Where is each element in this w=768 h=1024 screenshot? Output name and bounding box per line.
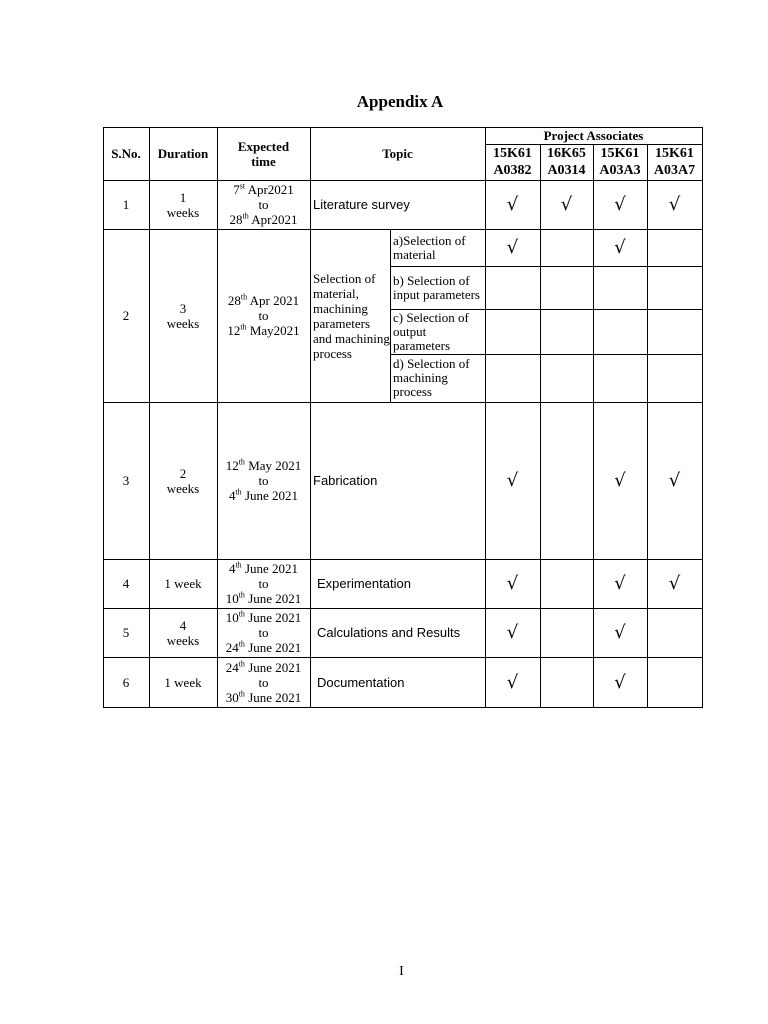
topic-label: Literature survey: [313, 197, 410, 212]
subtopic-2-associate-4: [647, 266, 702, 309]
row-4-sno: [103, 559, 149, 608]
associate-id: 15K61 A03A3: [599, 146, 641, 178]
serial-number: 6: [122, 674, 130, 690]
check-mark: √: [614, 573, 626, 594]
page-number: I: [399, 964, 404, 979]
end-date: [230, 212, 298, 227]
duration-value: 1 week: [164, 674, 202, 690]
subtopic-2-associate-2: [540, 266, 593, 309]
header-project-associates-label: Project Associates: [543, 128, 644, 143]
topic-label: Experimentation: [317, 576, 411, 591]
subtopic-3-associate-3: [593, 309, 647, 354]
header-duration-label: Duration: [157, 146, 209, 161]
row-6-associate-2: [540, 657, 593, 707]
row-1-associate-1: [485, 180, 540, 229]
end-day-suffix: th: [242, 211, 249, 221]
end-month-year: June 2021: [244, 591, 302, 606]
header-associate-2: [540, 144, 593, 180]
subtopic-2-associate-3: [593, 266, 647, 309]
end-month-year: May2021: [246, 323, 300, 338]
row-6-associate-1: [485, 657, 540, 707]
end-month-year: June 2021: [244, 689, 302, 705]
start-month-year: June 2021: [244, 659, 302, 675]
row-2-topic: [310, 229, 390, 402]
check-mark: √: [614, 194, 626, 215]
start-day: 24: [225, 659, 239, 675]
topic-label: Selection of material, machining parameters and machining process: [313, 270, 390, 361]
end-month-year: June 2021: [244, 640, 302, 655]
row-3-topic: [310, 402, 485, 559]
start-month-year: May 2021: [244, 458, 302, 473]
subtopic-label: d) Selection of machining process: [393, 356, 470, 399]
start-day-suffix: th: [238, 609, 245, 619]
table-rule: [103, 707, 703, 708]
row-2-sno: [103, 229, 149, 402]
row-4-associate-3: [593, 559, 647, 608]
row-3-associate-1: [485, 402, 540, 559]
header-topic: [310, 127, 485, 180]
end-day-suffix: th: [235, 487, 242, 497]
table-rule: [702, 127, 703, 708]
check-mark: √: [614, 237, 626, 258]
subtopic-1: [390, 229, 485, 266]
row-3-sno: [103, 402, 149, 559]
header-sno-label: S.No.: [111, 146, 141, 161]
row-6-associate-4: [647, 657, 702, 707]
row-3-associate-4: [647, 402, 702, 559]
serial-number: 3: [122, 473, 130, 488]
row-6-sno: [103, 657, 149, 707]
check-mark: √: [506, 573, 519, 594]
row-4-associate-2: [540, 559, 593, 608]
end-date: [227, 323, 299, 338]
expected-time-2: [217, 229, 310, 402]
start-month-year: Apr2021: [245, 182, 294, 197]
end-month-year: Apr2021: [248, 212, 298, 227]
end-date: [226, 591, 302, 606]
end-day-suffix: th: [238, 639, 245, 649]
start-date: [226, 660, 302, 675]
end-day-suffix: th: [238, 590, 245, 600]
end-date: [226, 690, 302, 705]
date-separator: to: [258, 625, 269, 640]
check-mark: √: [614, 671, 626, 693]
row-1-duration: [149, 180, 217, 229]
row-5-topic: [310, 608, 485, 657]
header-associate-1: [485, 144, 540, 180]
row-1-topic: [310, 180, 485, 229]
associate-id: 15K61 A03A7: [653, 146, 696, 178]
date-separator: to: [258, 197, 269, 212]
row-6-topic: [310, 657, 485, 707]
subtopic-1-associate-1: [485, 229, 540, 266]
end-day-suffix: th: [240, 322, 247, 332]
end-day: 12: [227, 323, 241, 338]
header-associate-3: [593, 144, 647, 180]
row-1-sno: [103, 180, 149, 229]
subtopic-4-associate-4: [647, 354, 702, 402]
row-1-associate-2: [540, 180, 593, 229]
header-expected-time-label: Expected time: [237, 138, 290, 169]
subtopic-3-associate-2: [540, 309, 593, 354]
serial-number: 5: [122, 625, 130, 640]
serial-number: 2: [122, 308, 130, 323]
subtopic-label: a)Selection of material: [393, 232, 466, 262]
topic-label: Calculations and Results: [317, 625, 461, 640]
start-month-year: June 2021: [244, 610, 302, 625]
check-mark: √: [560, 194, 573, 215]
subtopic-1-associate-2: [540, 229, 593, 266]
subtopic-3: [390, 309, 485, 354]
start-day: 28: [227, 293, 241, 308]
date-separator: to: [258, 576, 269, 591]
start-month-year: Apr 2021: [247, 293, 300, 308]
row-4-topic: [310, 559, 485, 608]
topic-label: Fabrication: [313, 473, 378, 488]
row-5-sno: [103, 608, 149, 657]
serial-number: 1: [122, 197, 130, 212]
end-day: 24: [225, 640, 239, 655]
date-separator: to: [258, 473, 269, 488]
row-3-associate-2: [540, 402, 593, 559]
row-1-associate-3: [593, 180, 647, 229]
row-4-associate-1: [485, 559, 540, 608]
check-mark: √: [614, 470, 626, 491]
row-2-duration: [149, 229, 217, 402]
date-separator: to: [258, 308, 269, 323]
duration-value: 4 weeks: [166, 617, 200, 648]
end-day: 28: [229, 212, 243, 227]
row-3-duration: [149, 402, 217, 559]
expected-time-3: [217, 402, 310, 559]
start-day: 4: [228, 561, 236, 576]
check-mark: √: [668, 194, 681, 215]
start-day: 7: [233, 182, 240, 197]
header-associate-4: [647, 144, 702, 180]
schedule-table: [103, 127, 702, 707]
subtopic-1-associate-4: [647, 229, 702, 266]
expected-time-4: [217, 559, 310, 608]
header-duration: [149, 127, 217, 180]
start-day-suffix: th: [238, 457, 245, 467]
row-4-associate-4: [647, 559, 702, 608]
subtopic-3-associate-1: [485, 309, 540, 354]
row-5-associate-1: [485, 608, 540, 657]
topic-label: Documentation: [317, 674, 405, 690]
row-6-duration: [149, 657, 217, 707]
row-1-associate-4: [647, 180, 702, 229]
end-day: 10: [225, 591, 239, 606]
check-mark: √: [506, 194, 519, 215]
start-date: [226, 458, 302, 473]
end-day: 4: [228, 488, 236, 503]
subtopic-label: b) Selection of input parameters: [393, 272, 480, 302]
subtopic-4: [390, 354, 485, 402]
serial-number: 4: [122, 576, 130, 591]
page-title: Appendix A: [356, 92, 444, 111]
subtopic-2-associate-1: [485, 266, 540, 309]
check-mark: √: [506, 237, 519, 258]
start-date: [228, 293, 299, 308]
start-day: 10: [225, 610, 239, 625]
row-4-duration: [149, 559, 217, 608]
subtopic-3-associate-4: [647, 309, 702, 354]
end-month-year: June 2021: [241, 488, 299, 503]
subtopic-2: [390, 266, 485, 309]
row-5-duration: [149, 608, 217, 657]
check-mark: √: [614, 622, 626, 643]
start-day-suffix: st: [239, 181, 246, 191]
expected-time-6: [217, 657, 310, 707]
header-topic-label: Topic: [382, 146, 413, 161]
check-mark: √: [668, 573, 681, 594]
end-day: 30: [225, 689, 239, 705]
expected-time-5: [217, 608, 310, 657]
header-sno: [103, 127, 149, 180]
subtopic-4-associate-3: [593, 354, 647, 402]
start-day-suffix: th: [240, 292, 248, 302]
subtopic-label: c) Selection of output parameters: [393, 309, 469, 353]
check-mark: √: [506, 671, 519, 693]
start-day-suffix: th: [235, 560, 242, 570]
end-date: [226, 640, 302, 655]
start-day-suffix: th: [238, 659, 245, 669]
start-date: [226, 610, 302, 625]
row-5-associate-4: [647, 608, 702, 657]
row-5-associate-2: [540, 608, 593, 657]
date-separator: to: [258, 674, 269, 690]
duration-value: 2 weeks: [166, 465, 200, 496]
check-mark: √: [506, 470, 519, 491]
check-mark: √: [506, 622, 519, 643]
row-5-associate-3: [593, 608, 647, 657]
end-date: [229, 488, 298, 503]
subtopic-4-associate-2: [540, 354, 593, 402]
row-3-associate-3: [593, 402, 647, 559]
row-6-associate-3: [593, 657, 647, 707]
start-date: [229, 561, 298, 576]
header-expected-time: [217, 127, 310, 180]
start-month-year: June 2021: [241, 561, 299, 576]
expected-time-1: [217, 180, 310, 229]
associate-id: 15K61 A0382: [493, 146, 532, 178]
subtopic-1-associate-3: [593, 229, 647, 266]
start-date: [233, 182, 294, 197]
check-mark: √: [668, 470, 681, 491]
duration-value: 1 weeks: [166, 189, 200, 220]
associate-id: 16K65 A0314: [547, 146, 586, 178]
subtopic-4-associate-1: [485, 354, 540, 402]
duration-value: 3 weeks: [166, 300, 200, 331]
duration-value: 1 week: [164, 576, 202, 591]
end-day-suffix: th: [238, 689, 245, 699]
header-project-associates: [485, 127, 702, 144]
start-day: 12: [225, 458, 239, 473]
